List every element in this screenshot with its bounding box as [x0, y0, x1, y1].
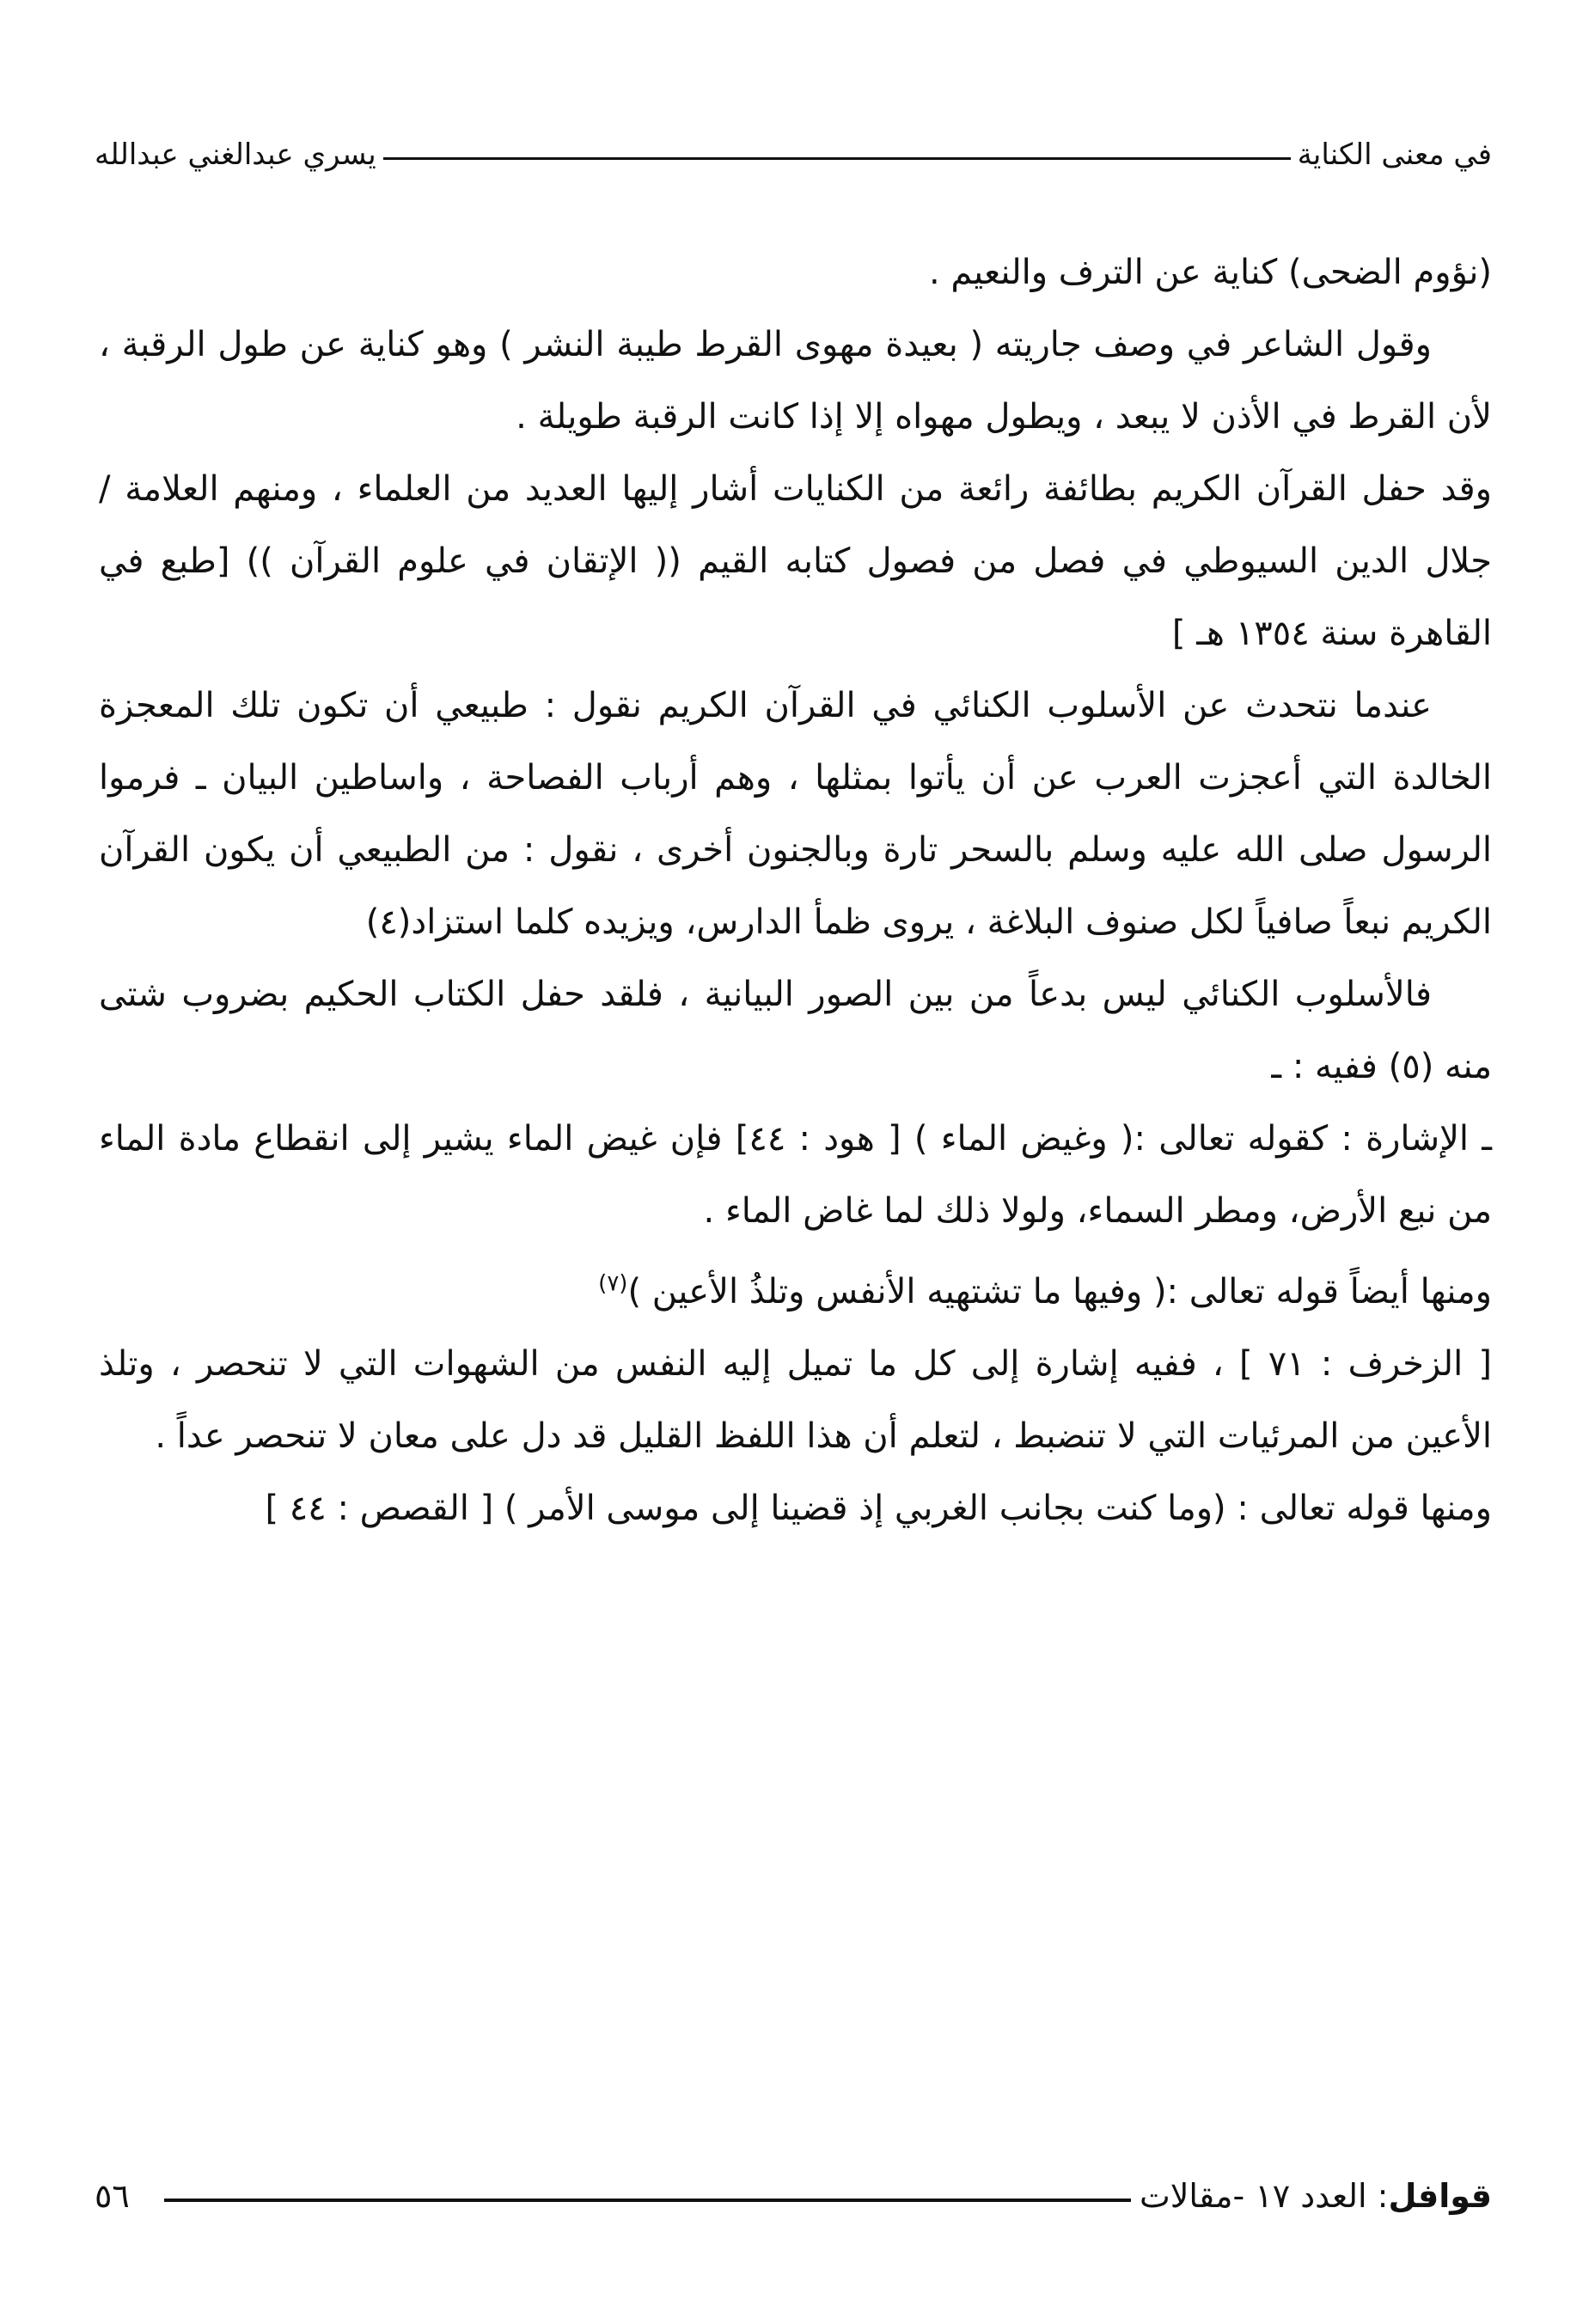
paragraph-3: وقد حفل القرآن الكريم بطائفة رائعة من الكنايات أشار إليها العديد من العلماء ، ومنهم العلامة / جلال الدين السيوطي في فصل من فصول كتابه القيم (( الإتقان في علوم القرآن )) [طبع في القاهرة سنة ١٣٥٤ هـ ]: [99, 469, 1492, 653]
header-rule: [383, 157, 1291, 160]
paragraph-1: (نؤوم الضحى) كناية عن الترف والنعيم .: [928, 253, 1492, 292]
paragraph-7: [99, 1256, 1492, 1328]
footer-issue: : العدد ١٧ -مقالات: [1139, 2177, 1389, 2215]
paragraph-8: [ الزخرف : ٧١ ] ، ففيه إشارة إلى كل ما تميل إليه النفس من الشهوات التي لا تنحصر ، وتلذ الأعين من المرئيات التي لا تنضبط ، لتعلم أن هذا اللفظ القليل قد دل على معان لا تنحصر عداً .: [99, 1344, 1493, 1456]
footer-journal-name: قوافل: [1388, 2177, 1492, 2215]
page-number: ٥٦: [95, 2177, 130, 2215]
running-header: [95, 129, 1492, 180]
paragraph-4: عندما نتحدث عن الأسلوب الكنائي في القرآن الكريم نقول : طبيعي أن تكون تلك المعجزة الخالدة التي أعجزت العرب عن أن يأتوا بمثلها ، وهم أرباب الفصاحة ، واساطين البيان ـ فرموا الرسول صلى الله عليه وسلم بالسحر تارة وبالجنون أخرى ، نقول : من الطبيعي أن يكون القرآن الكريم نبعاً صافياً لكل صنوف البلاغة ، يروى ظمأ الدارس، ويزيده كلما استزاد(٤): [99, 686, 1492, 942]
article-body: [99, 236, 1492, 1544]
footnote-ref-7: (٧): [598, 1270, 628, 1297]
paragraph-5: فالأسلوب الكنائي ليس بدعاً من بين الصور البيانية ، فلقد حفل الكتاب الحكيم بضروب شتى منه (٥) ففيه : ـ: [99, 975, 1492, 1086]
paragraph-6: ـ الإشارة : كقوله تعالى :( وغيض الماء ) [ هود : ٤٤] فإن غيض الماء يشير إلى انقطاع مادة الماء من نبع الأرض، ومطر السماء، ولولا ذلك لما غاض الماء .: [99, 1119, 1492, 1231]
paragraph-7-text: ومنها أيضاً قوله تعالى :( وفيها ما تشتهيه الأنفس وتلذُ الأعين ): [627, 1272, 1492, 1312]
paragraph-9: ومنها قوله تعالى : (وما كنت بجانب الغربي إذ قضينا إلى موسى الأمر ) [ القصص : ٤٤ ]: [265, 1489, 1492, 1528]
header-author: يسري عبدالغني عبدالله: [95, 138, 376, 172]
header-article-title: في معنى الكناية: [1297, 138, 1492, 172]
running-footer: [95, 2166, 1492, 2226]
footer-rule: [164, 2199, 1131, 2202]
paragraph-2: وقول الشاعر في وصف جاريته ( بعيدة مهوى القرط طيبة النشر ) وهو كناية عن طول الرقبة ، لأن القرط في الأذن لا يبعد ، ويطول مهواه إلا إذا كانت الرقبة طويلة .: [99, 325, 1492, 437]
